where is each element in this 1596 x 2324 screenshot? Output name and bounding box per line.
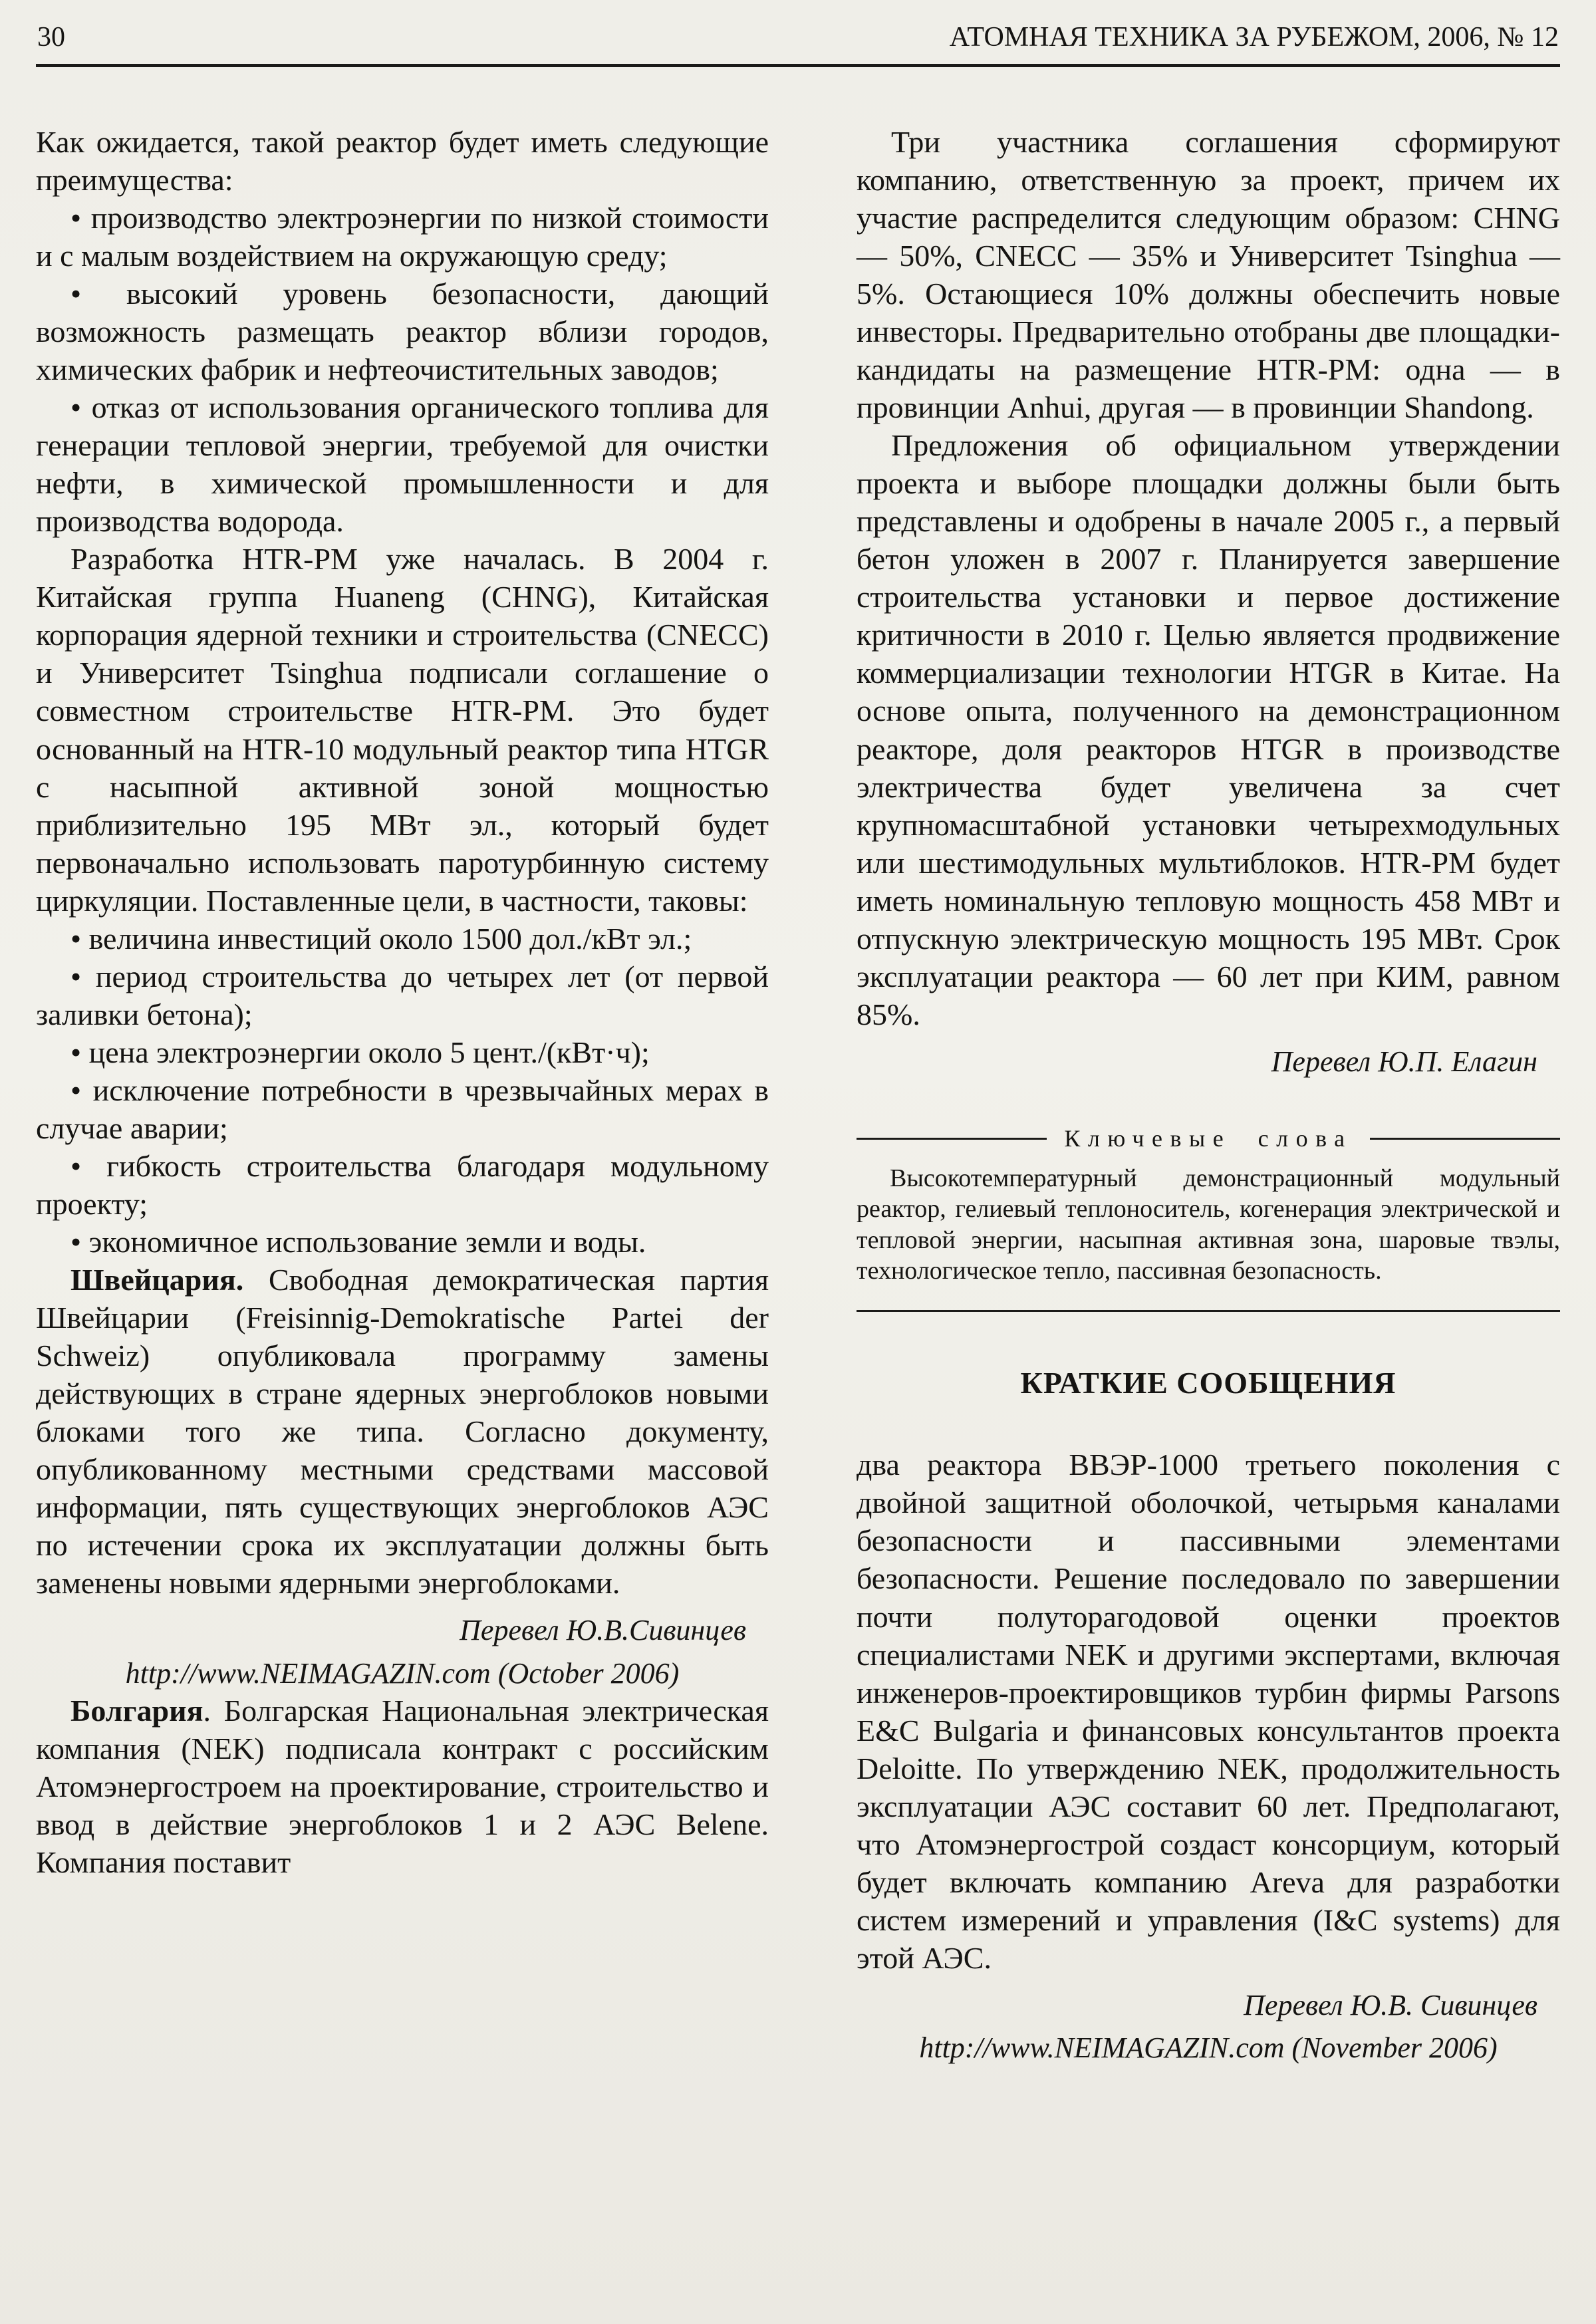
news-item-bulgaria (36, 1692, 769, 1881)
bullet-item: • экономичное использование земли и воды. (70, 1224, 646, 1259)
paragraph-development: Разработка HTR-PM уже началась. В 2004 г. Китайская группа Huaneng (CHNG), Китайская корпорация ядерной техники и строительства (CNECC) и Университет Tsinghua подписали соглашение о совместном строительстве HTR-PM. Это будет основанный на HTR-10 модульный реактор типа HTGR с насыпной активной зоной мощностью приблизительно 195 МВт эл., который будет первоначально использовать паротурбинную систему циркуляции. Поставленные цели, в частности, таковы: (36, 542, 769, 918)
paragraph-belene: два реактора ВВЭР-1000 третьего поколения с двойной защитной оболочкой, четырьмя каналами безопасности и пассивными элементами безопасности. Решение последовало по завершении почти полуторагодовой оценки проектов специалистами NEK и другими экспертами, включая инженеров-проектировщиков турбин фирмы Parsons E&C Bulgaria и финансовых консультантов проекта Deloitte. По утверждению NEK, продолжительность эксплуатации АЭС составит 60 лет. Предполагают, что Атомэнергострой создаст консорциум, который будет включать компанию Areva для разработки систем измерений и управления (I&C systems) для этой АЭС. (857, 1448, 1560, 1975)
page-header (36, 16, 1560, 64)
page-number: 30 (37, 22, 65, 53)
keywords-rule-bottom (857, 1310, 1560, 1312)
section-heading-brief-news: КРАТКИЕ СООБЩЕНИЯ (1020, 1366, 1396, 1400)
bullet-item: • отказ от использования органического топлива для генерации тепловой энергии, требуемой для очистки нефти, в химической промышленности и для производства водорода. (36, 390, 769, 539)
source-url: http://www.NEIMAGAZIN.com (October 2006) (125, 1656, 680, 1690)
news-item-switzerland (36, 1261, 769, 1602)
left-column (36, 123, 769, 2067)
header-rule (36, 64, 1560, 67)
news-body: . Болгарская Национальная электрическая компания (NEK) подписала контракт с российским Атомэнергостроем на проектирование, строительство и ввод в действие энергоблоков 1 и 2 АЭС Belene. Компания поставит (36, 1694, 769, 1880)
bullet-item: • период строительства до четырех лет (от первой заливки бетона); (36, 959, 769, 1031)
keywords-rule-right (1370, 1138, 1560, 1140)
paragraph-advantages-intro: Как ожидается, такой реактор будет иметь следующие преимущества: (36, 125, 769, 197)
translator-byline: Перевел Ю.В.Сивинцев (460, 1614, 746, 1647)
news-body: Свободная демократическая партия Швейцарии (Freisinnig-Demokratische Partei der Schweiz) опубликовала программу замены действующих в стране ядерных энергоблоков новыми блоками того же типа. Согласно документу, опубликованному местными средствами массовой информации, пять существующих энергоблоков АЭС по истечении срока их эксплуатации должны быть заменены новыми ядерными энергоблоками. (36, 1262, 769, 1601)
two-column-layout (36, 123, 1560, 2067)
news-country-lead: Швейцария. (70, 1262, 244, 1297)
bullet-item: • гибкость строительства благодаря модульному проекту; (36, 1148, 769, 1221)
paragraph-schedule: Предложения об официальном утверждении проекта и выборе площадки должны были быть представлены и одобрены в начале 2005 г., а первый бетон уложен в 2007 г. Планируется завершение строительства установки и первое достижение критичности в 2010 г. Целью является продвижение коммерциализации технологии HTGR в Китае. На основе опыта, полученного на демонстрационном реакторе, доля реакторов HTGR в производстве электричества будет увеличена за счет крупномасштабной установки четырехмодульных или шестимодульных мультиблоков. HTR-PM будет иметь номинальную тепловую мощность 458 МВт и отпускную электрическую мощность 195 МВт. Срок эксплуатации реактора — 60 лет при КИМ, равном 85%. (857, 428, 1560, 1031)
translator-byline: Перевел Ю.П. Елагин (1271, 1045, 1537, 1078)
keywords-text: Высокотемпературный демонстрационный модульный реактор, гелиевый теплоноситель, когенерация электрической и тепловой энергии, насыпная активная зона, шаровые твэлы, технологическое тепло, пассивная безопасность. (857, 1164, 1560, 1285)
paragraph-participants: Три участника соглашения сформируют компанию, ответственную за проект, причем их участие распределится следующим образом: CHNG — 50%, CNECC — 35% и Университет Tsinghua — 5%. Остающиеся 10% должны обеспечить новые инвесторы. Предварительно отобраны две площадки-кандидаты на размещение HTR-PM: одна — в провинции Anhui, другая — в провинции Shandong. (857, 125, 1560, 425)
bullet-item: • производство электроэнергии по низкой стоимости и с малым воздействием на окружающую среду; (36, 201, 769, 273)
keywords-header (857, 1124, 1560, 1154)
source-url: http://www.NEIMAGAZIN.com (November 2006) (919, 2031, 1498, 2065)
bullet-item: • высокий уровень безопасности, дающий возможность размещать реактор вблизи городов, химических фабрик и нефтеочистительных заводов; (36, 277, 769, 387)
keywords-block (857, 1124, 1560, 1312)
news-country-lead: Болгария (70, 1694, 203, 1728)
keywords-label: Ключевые слова (1064, 1125, 1353, 1152)
bullet-item: • цена электроэнергии около 5 цент./(кВт·ч); (70, 1035, 650, 1069)
keywords-rule-left (857, 1138, 1047, 1140)
right-column (857, 123, 1560, 2067)
journal-title: АТОМНАЯ ТЕХНИКА ЗА РУБЕЖОМ, 2006, № 12 (949, 22, 1559, 53)
bullet-item: • величина инвестиций около 1500 дол./кВт эл.; (70, 921, 692, 956)
bullet-item: • исключение потребности в чрезвычайных мерах в случае аварии; (36, 1073, 769, 1145)
translator-byline: Перевел Ю.В. Сивинцев (1244, 1988, 1537, 2021)
